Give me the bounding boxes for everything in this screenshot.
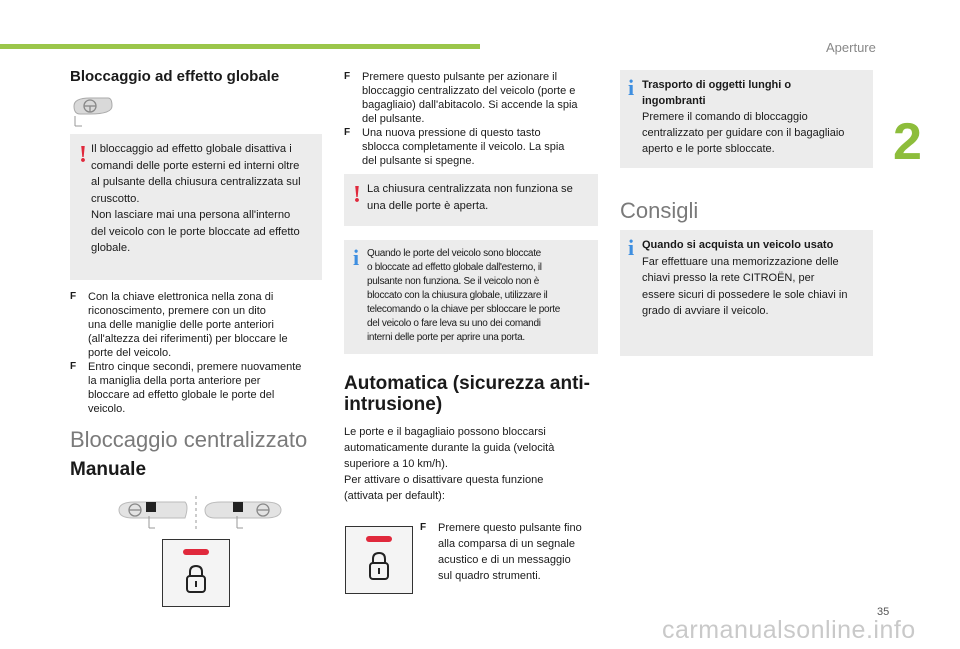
step-line: la maniglia della porta anteriore per bbox=[88, 375, 261, 387]
step-line: sul quadro strumenti. bbox=[438, 570, 541, 582]
warning-line: comandi delle porte esterni ed interni oltre bbox=[91, 159, 300, 172]
info-line: chiavi presso la rete CITROËN, per bbox=[642, 272, 815, 284]
indicator-light-icon bbox=[183, 549, 209, 555]
heading-automatic bbox=[344, 373, 590, 415]
heading-line: Automatica (sicurezza anti- bbox=[344, 373, 590, 394]
automatic-lock-button-illustration bbox=[345, 526, 413, 594]
warning-line: globale. bbox=[91, 242, 131, 254]
info-box-long-objects bbox=[620, 70, 873, 168]
para-line: (attivata per default): bbox=[344, 490, 445, 502]
warning-box-door-open bbox=[344, 174, 598, 226]
step-line: F Entro cinque secondi, premere nuovamente bbox=[88, 361, 302, 373]
watermark: carmanualsonline.info bbox=[662, 616, 916, 644]
info-line: bloccato con la chiusura globale, utilizzare il bbox=[367, 290, 548, 301]
step-line: una delle maniglie delle porte anteriori bbox=[88, 319, 274, 331]
section-title: Aperture bbox=[826, 40, 876, 55]
door-handle-icon bbox=[70, 96, 114, 130]
warning-line: Non lasciare mai una persona all'interno bbox=[91, 209, 291, 221]
step-line: acustico e di un messaggio bbox=[438, 554, 571, 566]
para-line: Per attivare o disattivare questa funzione bbox=[344, 474, 544, 486]
step-item bbox=[420, 520, 600, 584]
step-line: bloccare ad effetto globale le porte del bbox=[88, 389, 275, 401]
padlock-icon bbox=[368, 551, 390, 581]
indicator-light-icon bbox=[366, 536, 392, 542]
chapter-number: 2 bbox=[893, 113, 922, 171]
warning-line: cruscotto. bbox=[91, 192, 140, 205]
info-box-button-inactive bbox=[344, 240, 598, 354]
step-line: bloccaggio centralizzato del veicolo (porte e bbox=[362, 85, 576, 97]
para-line: automaticamente durante la guida (velocità bbox=[344, 442, 555, 454]
warning-icon: ! bbox=[353, 182, 361, 208]
para-line: Le porte e il bagagliaio possono bloccarsi bbox=[344, 426, 546, 438]
automatic-paragraph bbox=[344, 424, 602, 504]
header-accent-bar bbox=[0, 44, 480, 49]
warning-icon: ! bbox=[79, 142, 87, 168]
step-item bbox=[344, 70, 602, 126]
step-line: F Una nuova pressione di questo tasto bbox=[362, 127, 541, 139]
step-line: riconoscimento, premere con un dito bbox=[88, 305, 266, 317]
info-line: telecomando o la chiave per sbloccare le porte bbox=[367, 304, 560, 315]
padlock-icon bbox=[185, 564, 207, 594]
steps-global-lock bbox=[70, 290, 325, 416]
page-number: 35 bbox=[877, 606, 890, 618]
warning-box-global-lock bbox=[70, 134, 322, 280]
step-line: del pulsante si spegne. bbox=[362, 155, 475, 167]
step-line: bagagliaio) dall'abitacolo. Si accende la spia bbox=[362, 99, 578, 111]
step-line: sblocca completamente il veicolo. La spia bbox=[362, 141, 565, 153]
step-line: F Premere questo pulsante per azionare il bbox=[362, 71, 558, 83]
info-line: interni delle porte per aprire una porta. bbox=[367, 332, 525, 343]
heading-central-locking: Bloccaggio centralizzato bbox=[70, 427, 308, 452]
step-item bbox=[70, 290, 325, 360]
info-line: pulsante non funziona. Se il veicolo non è bbox=[367, 276, 539, 287]
step-line: alla comparsa di un segnale bbox=[438, 538, 575, 550]
warning-line: Il bloccaggio ad effetto globale disattiva i bbox=[91, 143, 292, 155]
step-item bbox=[70, 360, 325, 416]
info-title-line: ingombranti bbox=[642, 95, 706, 107]
step-automatic bbox=[420, 520, 600, 584]
info-title: Quando si acquista un veicolo usato bbox=[642, 239, 834, 251]
step-line: porte del veicolo. bbox=[88, 347, 172, 359]
step-line: del pulsante. bbox=[362, 113, 425, 125]
step-line: F Con la chiave elettronica nella zona di bbox=[88, 291, 274, 303]
info-line: Far effettuare una memorizzazione delle bbox=[642, 255, 839, 268]
info-box-used-vehicle bbox=[620, 230, 873, 356]
central-lock-button-illustration bbox=[162, 539, 230, 607]
info-line: centralizzato per guidare con il bagagliaio bbox=[642, 127, 845, 139]
info-title-line: Trasporto di oggetti lunghi o bbox=[642, 79, 792, 91]
info-line: Quando le porte del veicolo sono bloccate bbox=[367, 248, 541, 259]
heading-line: intrusione) bbox=[344, 394, 443, 415]
warning-line: una delle porte è aperta. bbox=[367, 199, 489, 212]
info-icon: i bbox=[628, 235, 635, 260]
heading-global-lock: Bloccaggio ad effetto globale bbox=[70, 68, 280, 85]
warning-line: del veicolo con le porte bloccate ad effetto bbox=[91, 225, 300, 238]
steps-manual-lock bbox=[344, 70, 602, 168]
dashboard-handles-illustration bbox=[115, 496, 285, 530]
info-line: o bloccate ad effetto globale dall'esterno, il bbox=[367, 262, 542, 273]
info-line: grado di avviare il veicolo. bbox=[642, 305, 769, 317]
step-line: veicolo. bbox=[88, 403, 126, 415]
info-icon: i bbox=[353, 245, 360, 270]
para-line: superiore a 10 km/h). bbox=[344, 458, 448, 470]
info-line: Premere il comando di bloccaggio bbox=[642, 111, 808, 123]
info-line: aperto e le porte sbloccate. bbox=[642, 143, 775, 155]
info-icon: i bbox=[628, 75, 635, 100]
heading-manual: Manuale bbox=[70, 459, 147, 480]
step-item bbox=[344, 126, 602, 168]
warning-line: al pulsante della chiusura centralizzata sul bbox=[91, 176, 301, 188]
step-line: (all'altezza dei riferimenti) per bloccare le bbox=[88, 333, 288, 345]
warning-line: La chiusura centralizzata non funziona se bbox=[367, 183, 573, 195]
info-line: essere sicuri di possedere le sole chiavi in bbox=[642, 288, 848, 301]
heading-advice: Consigli bbox=[620, 198, 699, 223]
info-line: del veicolo o fare leva su uno dei comandi bbox=[367, 318, 541, 329]
step-line: F Premere questo pulsante fino bbox=[438, 522, 582, 534]
